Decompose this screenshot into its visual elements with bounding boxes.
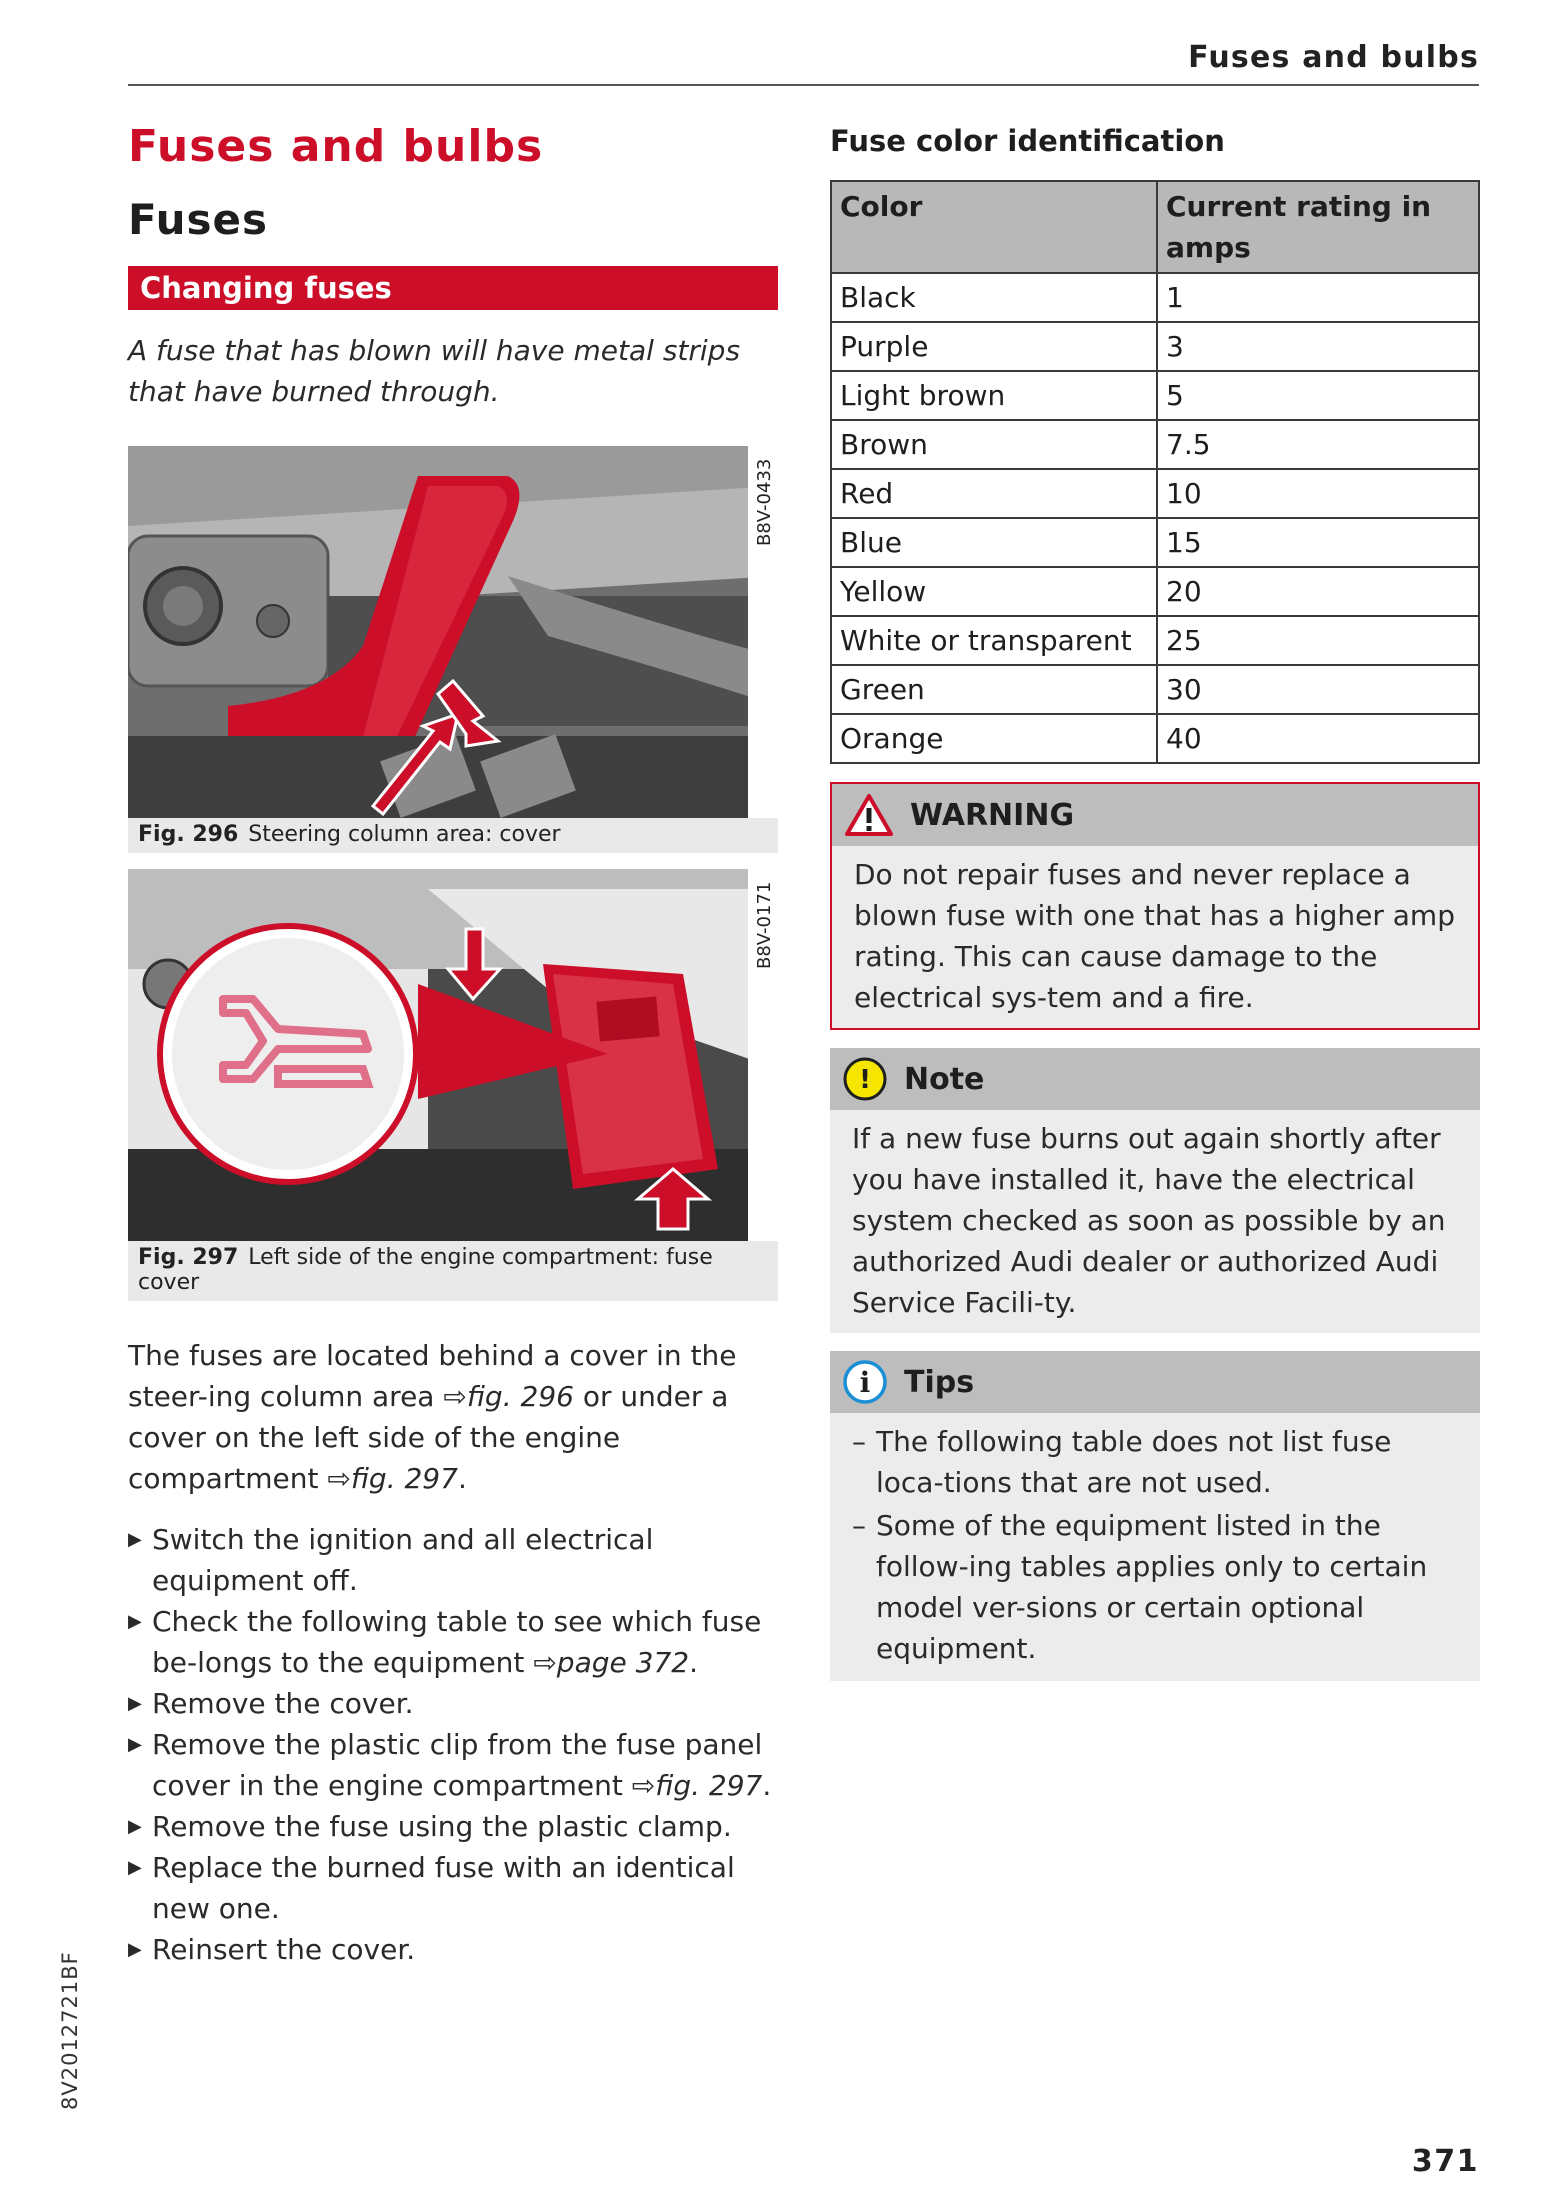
tips-title: Tips	[904, 1364, 975, 1400]
tips-item: – Some of the equipment listed in the follow-ing tables applies only to certain model ver-sions or certain optional equipment.	[852, 1509, 1428, 1665]
fuse-color-cell: Red	[831, 469, 1157, 518]
left-column	[128, 118, 778, 1970]
fuse-rating-cell: 15	[1157, 518, 1479, 567]
table-header-row	[831, 181, 1479, 273]
warning-header	[832, 784, 1478, 846]
figure-caption	[128, 1241, 778, 1295]
fuse-color-cell: Light brown	[831, 371, 1157, 420]
body-text: The fuses are located behind a cover in the steer-ing column area	[128, 1339, 737, 1413]
warning-triangle-icon	[844, 793, 894, 837]
fuse-rating-cell: 7.5	[1157, 420, 1479, 469]
step-item: ▶ Remove the cover.	[128, 1683, 778, 1724]
reference-arrow-icon: ⇨	[631, 1769, 656, 1802]
figure-caption-text: Steering column area: cover	[248, 822, 561, 847]
intro-text: A fuse that has blown will have metal strips that have burned through.	[128, 334, 741, 408]
fuse-color-cell: Orange	[831, 714, 1157, 763]
step-list	[128, 1519, 778, 1970]
steering-column-illustration	[128, 446, 778, 818]
table-row	[831, 469, 1479, 518]
fuse-color-cell: Blue	[831, 518, 1157, 567]
note-header	[830, 1048, 1480, 1110]
chapter-title: Fuses and bulbs	[128, 121, 544, 172]
tips-header	[830, 1351, 1480, 1413]
note-text: If a new fuse burns out again shortly after you have installed it, have the electrical system checked as soon as possible by an authorized Audi dealer or authorized Audi Service Facili-ty.	[852, 1122, 1446, 1319]
fuse-rating-cell: 1	[1157, 273, 1479, 322]
body-paragraph	[128, 1335, 778, 1499]
fuse-color-cell: Black	[831, 273, 1157, 322]
table-row	[831, 420, 1479, 469]
running-header-title: Fuses and bulbs	[1188, 40, 1479, 75]
fuse-rating-cell: 25	[1157, 616, 1479, 665]
table-row	[831, 714, 1479, 763]
body-text: or under a cover on the left side of the engine compartment	[128, 1380, 729, 1495]
table-body	[831, 273, 1479, 763]
table-row	[831, 322, 1479, 371]
reference-arrow-icon: ⇨	[327, 1462, 351, 1495]
bullet-icon: ▶	[128, 1939, 142, 1960]
fuse-rating-cell: 10	[1157, 469, 1479, 518]
fuse-color-cell: Brown	[831, 420, 1157, 469]
reference-arrow-icon: ⇨	[533, 1646, 557, 1679]
step-item: ▶ Remove the plastic clip from the fuse panel cover in the engine compartment ⇨fig. 297.	[128, 1724, 778, 1806]
page-link[interactable]: page 372	[556, 1646, 690, 1679]
fuse-color-cell: Green	[831, 665, 1157, 714]
bullet-icon: ▶	[128, 1857, 142, 1878]
table-row	[831, 518, 1479, 567]
fuse-color-cell: Yellow	[831, 567, 1157, 616]
figure-link[interactable]: fig. 297	[350, 1462, 458, 1495]
subsection-banner: Changing fuses	[128, 266, 778, 310]
figure-code: B8V-0171	[754, 881, 775, 969]
figure-code: B8V-0433	[754, 458, 775, 546]
svg-text:i: i	[859, 1366, 871, 1399]
figure-caption	[128, 818, 778, 847]
figure-link[interactable]: fig. 296	[466, 1380, 574, 1413]
warning-title: WARNING	[910, 797, 1075, 833]
figure-label: Fig. 296	[138, 822, 239, 847]
tips-list	[830, 1413, 1480, 1681]
note-box	[830, 1048, 1480, 1333]
tips-item: – The following table does not list fuse loca-tions that are not used.	[852, 1425, 1392, 1499]
reference-arrow-icon: ⇨	[443, 1380, 467, 1413]
section-title: Fuses	[128, 195, 268, 244]
figure-296	[128, 446, 778, 853]
page-number: 371	[1411, 2144, 1479, 2179]
figure-label: Fig. 297	[138, 1245, 239, 1270]
bullet-icon: ▶	[128, 1734, 142, 1755]
fuse-rating-cell: 20	[1157, 567, 1479, 616]
fuse-rating-cell: 40	[1157, 714, 1479, 763]
note-title: Note	[904, 1061, 985, 1097]
bullet-icon: ▶	[128, 1816, 142, 1837]
fuse-color-cell: White or transparent	[831, 616, 1157, 665]
fuse-rating-cell: 5	[1157, 371, 1479, 420]
step-item: ▶ Replace the burned fuse with an identical new one.	[128, 1847, 778, 1929]
table-header-cell: Color	[831, 181, 1157, 273]
right-column	[830, 118, 1480, 1681]
table-row	[831, 616, 1479, 665]
step-item: ▶ Switch the ignition and all electrical equipment off.	[128, 1519, 778, 1601]
fuse-color-cell: Purple	[831, 322, 1157, 371]
table-title: Fuse color identification	[830, 124, 1225, 158]
note-exclamation-icon	[842, 1056, 888, 1102]
table-row	[831, 371, 1479, 420]
document-code: 8V2012721BF	[58, 1951, 82, 2110]
table-row	[831, 567, 1479, 616]
warning-text: Do not repair fuses and never replace a blown fuse with one that has a higher amp rating. This can cause damage to the electrical sys-tem and a fire.	[854, 858, 1455, 1014]
table-row	[831, 273, 1479, 322]
step-item: ▶ Remove the fuse using the plastic clamp.	[128, 1806, 778, 1847]
info-icon	[842, 1359, 888, 1405]
step-item: ▶ Check the following table to see which fuse be-longs to the equipment ⇨page 372.	[128, 1601, 778, 1683]
figure-caption-text: Left side of the engine compartment: fuse cover	[138, 1245, 713, 1295]
bullet-icon: ▶	[128, 1529, 142, 1550]
tips-box	[830, 1351, 1480, 1681]
header-rule	[128, 84, 1479, 86]
table-header-cell: Current rating in amps	[1157, 181, 1479, 273]
svg-text:!: !	[859, 1065, 871, 1095]
warning-box	[830, 782, 1480, 1030]
step-item: ▶ Reinsert the cover.	[128, 1929, 778, 1970]
figure-297	[128, 869, 778, 1301]
table-row	[831, 665, 1479, 714]
fuse-rating-cell: 3	[1157, 322, 1479, 371]
figure-link[interactable]: fig. 297	[655, 1769, 763, 1802]
bullet-icon: ▶	[128, 1693, 142, 1714]
bullet-icon: ▶	[128, 1611, 142, 1632]
engine-compartment-illustration	[128, 869, 778, 1241]
body-text: .	[457, 1462, 467, 1495]
fuse-color-table	[830, 180, 1480, 764]
fuse-rating-cell: 30	[1157, 665, 1479, 714]
